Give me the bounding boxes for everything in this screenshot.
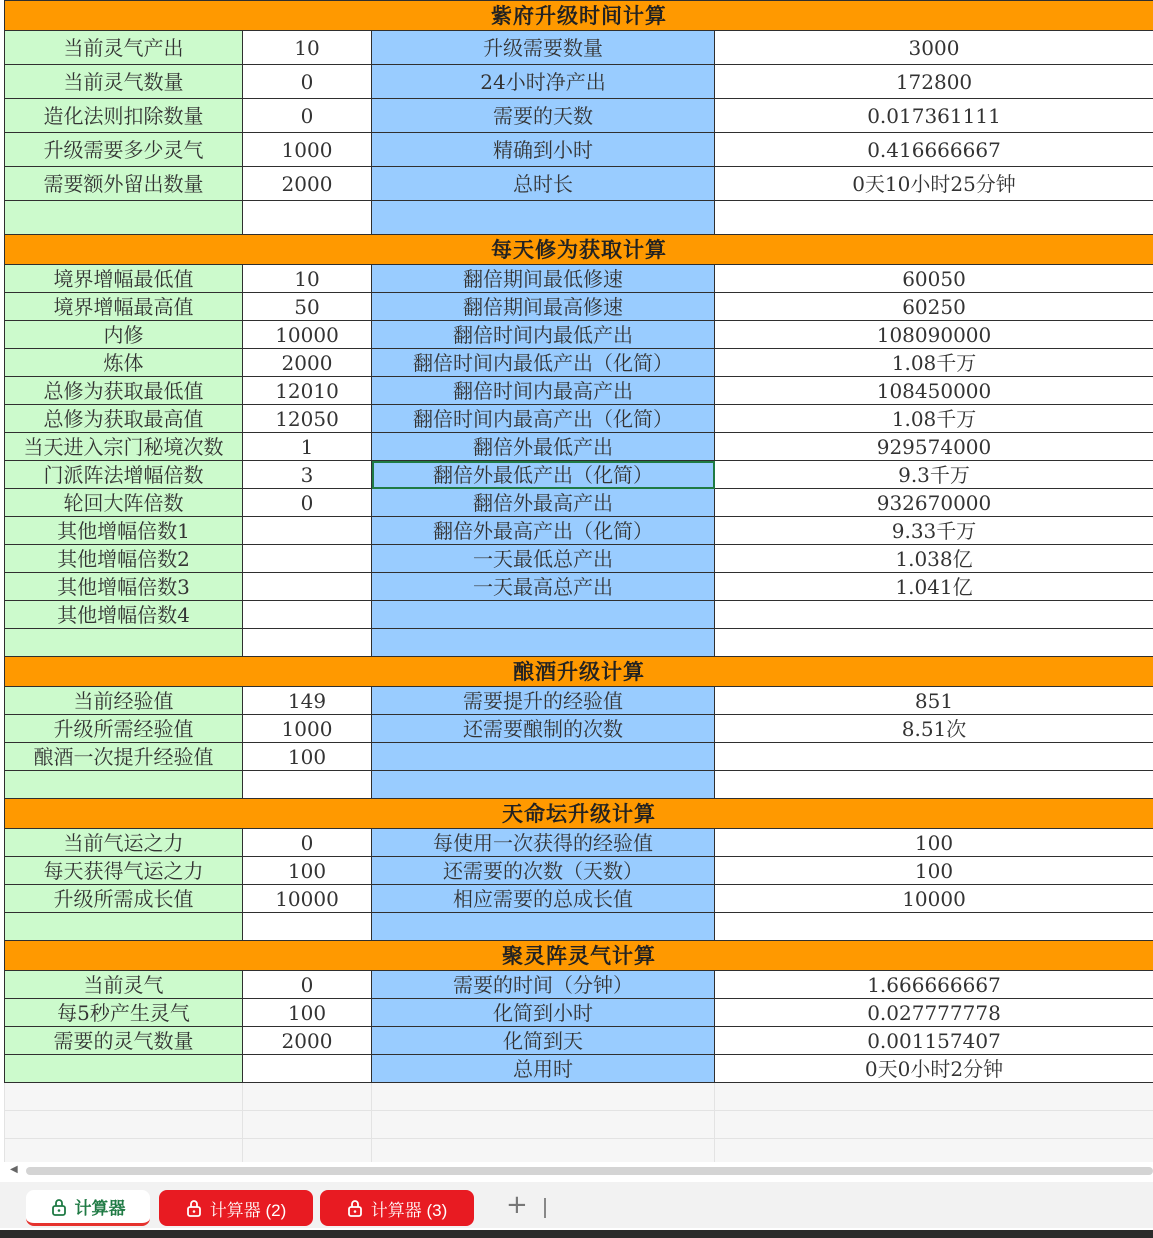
table-row [5,133,1153,167]
tab-divider [544,1198,546,1218]
result-value-cell[interactable]: 1.08千万 [715,405,1153,433]
result-value-cell[interactable] [715,771,1153,799]
label-cell[interactable] [5,1055,243,1083]
result-label-cell[interactable]: 一天最高总产出 [372,573,715,601]
table-row [5,857,1153,885]
label-cell[interactable]: 升级所需成长值 [5,885,243,913]
result-value-cell[interactable] [715,601,1153,629]
result-value-cell[interactable]: 100 [715,829,1153,857]
input-cell[interactable]: 100 [243,999,372,1027]
table-row [5,167,1153,201]
table-row [5,971,1153,999]
empty-cell[interactable] [715,1083,1153,1111]
table-row [5,489,1153,517]
result-label-cell[interactable]: 翻倍时间内最低产出 [372,321,715,349]
result-label-cell[interactable]: 每使用一次获得的经验值 [372,829,715,857]
result-label-cell[interactable] [372,771,715,799]
section-header-row [5,799,1153,829]
result-label-cell[interactable]: 总用时 [372,1055,715,1083]
result-value-cell[interactable] [715,743,1153,771]
empty-row [5,1083,1153,1111]
result-label-cell[interactable]: 一天最低总产出 [372,545,715,573]
sheet-tab-label: 计算器 [74,1199,126,1218]
result-label-cell[interactable]: 还需要的次数（天数） [372,857,715,885]
label-cell[interactable]: 每天获得气运之力 [5,857,243,885]
result-label-cell[interactable] [372,743,715,771]
input-cell[interactable]: 0 [243,829,372,857]
input-cell[interactable]: 10 [243,265,372,293]
table-row [5,715,1153,743]
label-cell[interactable]: 总修为获取最高值 [5,405,243,433]
table-row [5,293,1153,321]
label-cell[interactable] [5,629,243,657]
label-cell[interactable]: 当前灵气 [5,971,243,999]
label-cell[interactable]: 门派阵法增幅倍数 [5,461,243,489]
input-cell[interactable]: 50 [243,293,372,321]
input-cell[interactable]: 2000 [243,1027,372,1055]
input-cell[interactable]: 1000 [243,715,372,743]
table-row [5,99,1153,133]
spreadsheet-grid[interactable] [4,0,1153,1167]
section-header-row [5,657,1153,687]
label-cell[interactable]: 当前经验值 [5,687,243,715]
label-cell[interactable]: 内修 [5,321,243,349]
label-cell[interactable]: 轮回大阵倍数 [5,489,243,517]
input-cell[interactable]: 12010 [243,377,372,405]
input-cell[interactable]: 2000 [243,167,372,201]
result-value-cell[interactable]: 0.001157407 [715,1027,1153,1055]
result-value-cell[interactable]: 3000 [715,31,1153,65]
result-value-cell[interactable] [715,913,1153,941]
empty-cell[interactable] [5,1111,243,1139]
result-label-cell[interactable] [372,629,715,657]
result-label-cell[interactable]: 24小时净产出 [372,65,715,99]
table-row [5,1027,1153,1055]
label-cell[interactable]: 需要的灵气数量 [5,1027,243,1055]
result-label-cell[interactable]: 化简到天 [372,1027,715,1055]
table-row [5,1055,1153,1083]
table-row [5,321,1153,349]
label-cell[interactable]: 酿酒一次提升经验值 [5,743,243,771]
section-header-row [5,941,1153,971]
label-cell[interactable]: 升级需要多少灵气 [5,133,243,167]
empty-cell[interactable] [243,1083,372,1111]
label-cell[interactable]: 升级所需经验值 [5,715,243,743]
label-cell[interactable]: 当前气运之力 [5,829,243,857]
label-cell[interactable]: 当前灵气产出 [5,31,243,65]
input-cell[interactable]: 0 [243,65,372,99]
input-cell[interactable]: 0 [243,489,372,517]
table-row [5,829,1153,857]
input-cell[interactable]: 149 [243,687,372,715]
label-cell[interactable] [5,771,243,799]
table-row [5,461,1153,489]
input-cell[interactable]: 10 [243,31,372,65]
result-value-cell[interactable]: 172800 [715,65,1153,99]
input-cell[interactable] [243,913,372,941]
input-cell[interactable]: 0 [243,971,372,999]
result-label-cell[interactable]: 翻倍期间最低修速 [372,265,715,293]
result-label-cell[interactable]: 需要提升的经验值 [372,687,715,715]
section-title[interactable]: 聚灵阵灵气计算 [5,941,1153,971]
label-cell[interactable]: 炼体 [5,349,243,377]
section-title[interactable]: 每天修为获取计算 [5,235,1153,265]
result-value-cell[interactable]: 8.51次 [715,715,1153,743]
input-cell[interactable]: 0 [243,99,372,133]
lock-icon [51,1198,67,1216]
section-header-row [5,1,1153,31]
result-label-cell[interactable]: 翻倍外最低产出（化简） [372,461,715,489]
input-cell[interactable]: 1000 [243,133,372,167]
input-cell[interactable]: 100 [243,743,372,771]
table-row [5,31,1153,65]
lock-icon [347,1199,363,1217]
result-value-cell[interactable]: 0.416666667 [715,133,1153,167]
input-cell[interactable]: 10000 [243,885,372,913]
result-label-cell[interactable]: 总时长 [372,167,715,201]
input-cell[interactable] [243,201,372,235]
result-value-cell[interactable]: 929574000 [715,433,1153,461]
sheet-tab-calculator-2[interactable] [159,1190,313,1226]
input-cell[interactable]: 12050 [243,405,372,433]
sheet-tab-bar [0,1182,1153,1228]
lock-icon [186,1199,202,1217]
result-value-cell[interactable]: 60050 [715,265,1153,293]
result-label-cell[interactable]: 翻倍时间内最高产出（化简） [372,405,715,433]
result-value-cell[interactable] [715,201,1153,235]
input-cell[interactable]: 1 [243,433,372,461]
result-value-cell[interactable]: 10000 [715,885,1153,913]
input-cell[interactable] [243,517,372,545]
result-value-cell[interactable]: 0天0小时2分钟 [715,1055,1153,1083]
label-cell[interactable]: 造化法则扣除数量 [5,99,243,133]
result-label-cell[interactable]: 翻倍外最低产出 [372,433,715,461]
table-row [5,885,1153,913]
add-sheet-icon[interactable]: + [506,1190,528,1220]
label-cell[interactable]: 其他增幅倍数2 [5,545,243,573]
result-label-cell[interactable]: 升级需要数量 [372,31,715,65]
scroll-left-icon[interactable]: ◀ [10,1164,18,1175]
result-label-cell[interactable]: 翻倍外最高产出 [372,489,715,517]
result-label-cell[interactable]: 相应需要的总成长值 [372,885,715,913]
table-row [5,201,1153,235]
sheet-tab-label: 计算器 (3) [370,1200,448,1220]
result-label-cell[interactable]: 需要的天数 [372,99,715,133]
result-label-cell[interactable]: 翻倍外最高产出（化简） [372,517,715,545]
sheet-tab-calculator[interactable] [26,1190,150,1226]
table-row [5,377,1153,405]
label-cell[interactable]: 每5秒产生灵气 [5,999,243,1027]
table-row [5,405,1153,433]
table-row [5,743,1153,771]
table-row [5,999,1153,1027]
scrollbar-thumb[interactable] [26,1167,1153,1175]
result-label-cell[interactable] [372,913,715,941]
input-cell[interactable]: 3 [243,461,372,489]
table-row [5,687,1153,715]
input-cell[interactable]: 100 [243,857,372,885]
table-row [5,349,1153,377]
label-cell[interactable] [5,201,243,235]
empty-cell[interactable] [5,1083,243,1111]
result-value-cell[interactable]: 851 [715,687,1153,715]
result-value-cell[interactable]: 0天10小时25分钟 [715,167,1153,201]
table-row [5,573,1153,601]
label-cell[interactable]: 当前灵气数量 [5,65,243,99]
result-label-cell[interactable]: 还需要酿制的次数 [372,715,715,743]
sheet-tab-calculator-3[interactable] [320,1190,474,1226]
input-cell[interactable] [243,545,372,573]
label-cell[interactable]: 总修为获取最低值 [5,377,243,405]
result-label-cell[interactable]: 翻倍时间内最高产出 [372,377,715,405]
table-row [5,601,1153,629]
table-row [5,65,1153,99]
table-row [5,517,1153,545]
label-cell[interactable]: 需要额外留出数量 [5,167,243,201]
sheet-tab-label: 计算器 (2) [209,1200,287,1220]
result-label-cell[interactable] [372,601,715,629]
result-value-cell[interactable]: 108450000 [715,377,1153,405]
result-label-cell[interactable]: 需要的时间（分钟） [372,971,715,999]
empty-cell[interactable] [372,1111,715,1139]
table-row [5,265,1153,293]
result-label-cell[interactable] [372,201,715,235]
empty-cell[interactable] [243,1111,372,1139]
section-header-row [5,235,1153,265]
result-value-cell[interactable]: 108090000 [715,321,1153,349]
section-title[interactable]: 酿酒升级计算 [5,657,1153,687]
input-cell[interactable] [243,771,372,799]
label-cell[interactable]: 其他增幅倍数4 [5,601,243,629]
result-label-cell[interactable]: 精确到小时 [372,133,715,167]
result-value-cell[interactable]: 9.33千万 [715,517,1153,545]
result-value-cell[interactable]: 0.027777778 [715,999,1153,1027]
table-row [5,771,1153,799]
empty-cell[interactable] [715,1111,1153,1139]
horizontal-scrollbar[interactable] [4,1162,1153,1180]
window-bottom-edge [0,1230,1153,1238]
result-value-cell[interactable]: 100 [715,857,1153,885]
label-cell[interactable] [5,913,243,941]
section-title[interactable]: 紫府升级时间计算 [5,1,1153,31]
result-value-cell[interactable]: 0.017361111 [715,99,1153,133]
result-value-cell[interactable]: 1.038亿 [715,545,1153,573]
empty-row [5,1111,1153,1139]
label-cell[interactable]: 境界增幅最低值 [5,265,243,293]
result-value-cell[interactable]: 1.08千万 [715,349,1153,377]
result-value-cell[interactable]: 9.3千万 [715,461,1153,489]
input-cell[interactable] [243,629,372,657]
result-value-cell[interactable]: 60250 [715,293,1153,321]
table-row [5,913,1153,941]
table-row [5,629,1153,657]
label-cell[interactable]: 其他增幅倍数3 [5,573,243,601]
result-label-cell[interactable]: 翻倍时间内最低产出（化简） [372,349,715,377]
result-label-cell[interactable]: 翻倍期间最高修速 [372,293,715,321]
section-title[interactable]: 天命坛升级计算 [5,799,1153,829]
label-cell[interactable]: 其他增幅倍数1 [5,517,243,545]
table-row [5,545,1153,573]
result-value-cell[interactable]: 1.041亿 [715,573,1153,601]
result-value-cell[interactable] [715,629,1153,657]
result-value-cell[interactable]: 932670000 [715,489,1153,517]
result-value-cell[interactable]: 1.666666667 [715,971,1153,999]
table-row [5,433,1153,461]
empty-cell[interactable] [372,1083,715,1111]
result-label-cell[interactable]: 化简到小时 [372,999,715,1027]
label-cell[interactable]: 当天进入宗门秘境次数 [5,433,243,461]
input-cell[interactable]: 2000 [243,349,372,377]
input-cell[interactable]: 10000 [243,321,372,349]
input-cell[interactable] [243,573,372,601]
label-cell[interactable]: 境界增幅最高值 [5,293,243,321]
input-cell[interactable] [243,1055,372,1083]
input-cell[interactable] [243,601,372,629]
